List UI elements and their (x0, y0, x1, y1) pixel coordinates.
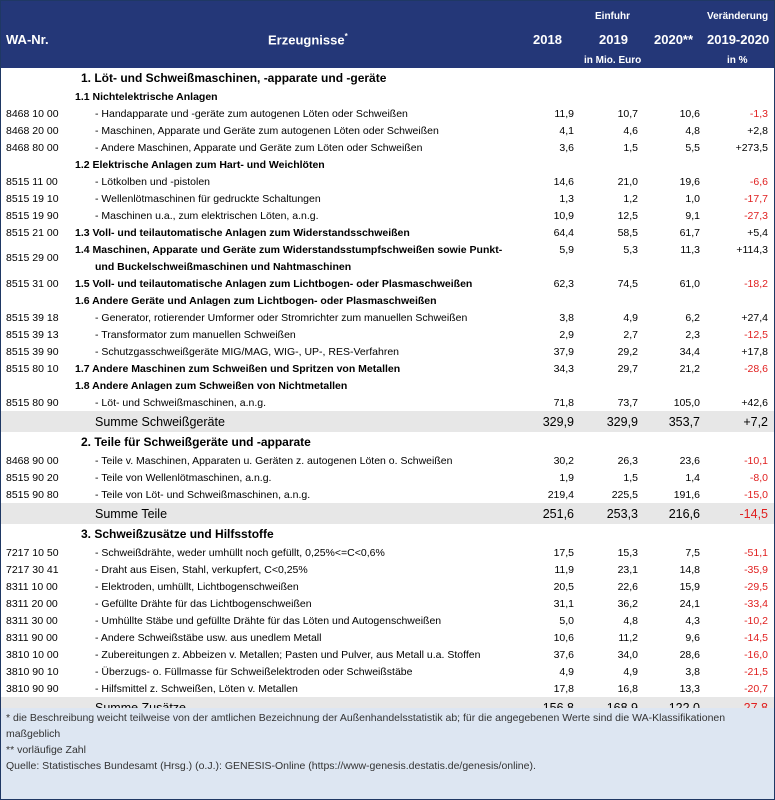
value-2019: 23,1 (617, 563, 638, 576)
value-2018: 30,2 (553, 454, 574, 467)
section-title: 2. Teile für Schweißgeräte und -apparate (81, 435, 311, 449)
value-change: +273,5 (735, 141, 768, 154)
product-description: - Teile von Wellenlötmaschinen, a.n.g. (95, 471, 272, 484)
value-2020: 7,5 (685, 546, 700, 559)
product-description: - Überzugs- o. Füllmasse für Schweißelektroden oder Schweißstäbe (95, 665, 413, 678)
wa-number: 8515 19 90 (6, 209, 59, 222)
value-2019: 1,5 (623, 141, 638, 154)
subtotal-row (1, 411, 774, 432)
wa-number: 8311 30 00 (6, 614, 58, 627)
value-change: +27,4 (741, 311, 768, 324)
value-2019: 12,5 (617, 209, 638, 222)
table-row (1, 595, 774, 612)
wa-number: 8515 29 00 (6, 252, 59, 264)
product-description: - Hilfsmittel z. Schweißen, Löten v. Metallen (95, 682, 298, 695)
value-2018: 3,6 (559, 141, 574, 154)
value-2018: 5,0 (559, 614, 574, 627)
value-2020: 9,1 (685, 209, 700, 222)
product-description: - Generator, rotierender Umformer oder Stromrichter zum manuellen Schweißen (95, 311, 468, 324)
subsection-title: 1.6 Andere Geräte und Anlagen zum Lichtbogen- oder Plasmaschweißen (75, 294, 437, 307)
value-change: +5,4 (747, 226, 768, 239)
product-description: 1.3 Voll- und teilautomatische Anlagen zum Widerstandsschweißen (75, 226, 410, 239)
value-2019: 1,5 (623, 471, 638, 484)
product-description: - Andere Maschinen, Apparate und Geräte zum Löten oder Schweißen (95, 141, 423, 154)
table-row (1, 486, 774, 503)
value-change: +17,8 (741, 345, 768, 358)
value-2020: 191,6 (673, 488, 700, 501)
col-2020: 2020** (654, 32, 694, 47)
table-row (1, 105, 774, 122)
wa-number: 8311 90 00 (6, 631, 58, 644)
col-2018: 2018 (533, 32, 562, 47)
product-description: - Lötkolben und -pistolen (95, 175, 210, 188)
table-row (1, 207, 774, 224)
wa-number: 8515 31 00 (6, 277, 59, 290)
value-change: +7,2 (743, 414, 768, 429)
table-row (1, 394, 774, 411)
table-row (1, 360, 774, 377)
section-heading (1, 524, 774, 544)
value-2019: 11,2 (618, 631, 638, 644)
wa-number: 8515 21 00 (6, 226, 59, 239)
value-2018: 4,9 (559, 665, 574, 678)
value-2020: 14,8 (679, 563, 700, 576)
value-change: -27,3 (744, 209, 768, 222)
product-description: - Maschinen, Apparate und Geräte zum autogenen Löten oder Schweißen (95, 124, 439, 137)
value-2020: 2,3 (685, 328, 700, 341)
value-2018: 14,6 (553, 175, 574, 188)
value-2020: 34,4 (679, 345, 700, 358)
col-wa-nr: WA-Nr. (6, 32, 49, 47)
table-row (1, 469, 774, 486)
value-2019: 29,2 (617, 345, 638, 358)
value-2020: 3,8 (685, 665, 700, 678)
col-einfuhr: Einfuhr (595, 11, 630, 22)
value-2020: 15,9 (679, 580, 700, 593)
table-row (1, 612, 774, 629)
col-unit: in Mio. Euro (584, 55, 642, 66)
value-change: -28,6 (744, 362, 768, 375)
value-change: -14,5 (739, 506, 768, 521)
table-row (1, 224, 774, 241)
wa-number: 8468 10 00 (6, 107, 59, 120)
section-heading (1, 68, 774, 88)
table-footnotes (1, 708, 774, 799)
value-change: -16,0 (744, 648, 768, 661)
footnote-1: * die Beschreibung weicht teilweise von der amtlichen Bezeichnung der Außenhandelsstatistik ab; für die angegebenen Werte sind die WA-Klassifikationen (6, 712, 726, 724)
subsection-title: 1.1 Nichtelektrische Anlagen (75, 90, 218, 103)
wa-number: 8468 80 00 (6, 141, 59, 154)
product-description: - Umhüllte Stäbe und gefüllte Drähte für das Löten und Autogenschweißen (95, 614, 442, 627)
table-row (1, 173, 774, 190)
subsection-title: 1.2 Elektrische Anlagen zum Hart- und Weichlöten (75, 158, 325, 171)
value-2019: 2,7 (623, 328, 638, 341)
wa-number: 3810 10 00 (6, 648, 59, 661)
value-2018: 2,9 (559, 328, 574, 341)
value-change: -33,4 (744, 597, 768, 610)
product-description: - Transformator zum manuellen Schweißen (95, 328, 296, 341)
wa-number: 8515 39 18 (6, 311, 59, 324)
table-row (1, 241, 774, 275)
wa-number: 8515 90 20 (6, 471, 59, 484)
product-description: - Teile v. Maschinen, Apparaten u. Geräten z. autogenen Löten o. Schweißen (95, 454, 453, 467)
value-change: -17,7 (744, 192, 768, 205)
table-row (1, 309, 774, 326)
value-change: -10,2 (744, 614, 768, 627)
product-description: 1.7 Andere Maschinen zum Schweißen und Spritzen von Metallen (75, 362, 401, 375)
table-row (1, 326, 774, 343)
product-description: - Teile von Löt- und Schweißmaschinen, a.n.g. (95, 488, 311, 501)
product-description: - Zubereitungen z. Abbeizen v. Metallen; Pasten und Pulver, aus Metall u.a. Stoffen (95, 648, 481, 661)
wa-number: 8515 39 13 (6, 328, 59, 341)
value-2019: 74,5 (617, 277, 638, 290)
value-2018: 4,1 (559, 124, 574, 137)
value-2019: 4,9 (623, 311, 638, 324)
value-2020: 24,1 (679, 597, 700, 610)
value-2018: 1,9 (559, 471, 574, 484)
footnote-2: ** vorläufige Zahl (6, 744, 86, 756)
table-row (1, 680, 774, 697)
subsection-heading (1, 88, 774, 105)
wa-number: 8515 11 00 (6, 175, 58, 188)
footnote-1-cont: maßgeblich (6, 728, 61, 740)
value-change: -1,3 (749, 107, 768, 120)
value-2020: 216,6 (668, 506, 700, 521)
subsection-heading (1, 156, 774, 173)
value-change: -8,0 (749, 471, 768, 484)
product-description: 1.5 Voll- und teilautomatische Anlagen zum Lichtbogen- oder Plasmaschweißen (75, 277, 473, 290)
product-description: - Löt- und Schweißmaschinen, a.n.g. (95, 396, 267, 409)
table-row (1, 190, 774, 207)
section-heading (1, 432, 774, 452)
value-2019: 29,7 (617, 362, 638, 375)
section-title: 3. Schweißzusätze und Hilfsstoffe (81, 527, 274, 541)
value-2019: 26,3 (617, 454, 638, 467)
value-2018: 10,9 (553, 209, 574, 222)
value-2018: 37,9 (553, 345, 574, 358)
wa-number: 3810 90 90 (6, 682, 59, 695)
subsection-title: 1.8 Andere Anlagen zum Schweißen von Nichtmetallen (75, 379, 348, 392)
value-2019: 4,9 (623, 665, 638, 678)
value-2020: 1,0 (685, 192, 700, 205)
table-row (1, 578, 774, 595)
wa-number: 8515 90 80 (6, 488, 59, 501)
product-description: - Handapparate und -geräte zum autogenen Löten oder Schweißen (95, 107, 408, 120)
value-2019: 4,6 (623, 124, 638, 137)
value-2018: 64,4 (553, 226, 574, 239)
product-description: - Maschinen u.a., zum elektrischen Löten, a.n.g. (95, 209, 319, 222)
value-2019: 21,0 (617, 175, 638, 188)
product-description: - Draht aus Eisen, Stahl, verkupfert, C<0,25% (95, 563, 308, 576)
value-2018: 20,5 (553, 580, 574, 593)
value-change: -18,2 (744, 277, 768, 290)
value-2019: 225,5 (611, 488, 638, 501)
wa-number: 7217 30 41 (6, 563, 59, 576)
value-2018: 3,8 (559, 311, 574, 324)
product-description: 1.4 Maschinen, Apparate und Geräte zum Widerstandsstumpfschweißen sowie Punkt- (75, 244, 503, 256)
value-2019: 329,9 (606, 414, 638, 429)
wa-number: 3810 90 10 (6, 665, 59, 678)
value-change: -15,0 (744, 488, 768, 501)
product-description: - Andere Schweißstäbe usw. aus unedlem Metall (95, 631, 322, 644)
value-2018: 17,5 (553, 546, 574, 559)
value-2020: 19,6 (679, 175, 700, 188)
wa-number: 8515 80 90 (6, 396, 59, 409)
value-2020: 61,0 (679, 277, 700, 290)
value-2019: 4,8 (623, 614, 638, 627)
product-description: - Schweißdrähte, weder umhüllt noch gefüllt, 0,25%<=C<0,6% (95, 546, 385, 559)
wa-number: 8515 80 10 (6, 362, 59, 375)
value-2018: 31,1 (553, 597, 574, 610)
value-2019: 36,2 (617, 597, 638, 610)
wa-number: 8468 20 00 (6, 124, 59, 137)
wa-number: 8515 39 90 (6, 345, 59, 358)
value-2018: 1,3 (559, 192, 574, 205)
value-2019: 253,3 (606, 506, 638, 521)
value-2018: 17,8 (553, 682, 574, 695)
subtotal-label: Summe Schweißgeräte (95, 414, 225, 429)
value-2019: 22,6 (617, 580, 638, 593)
value-2020: 105,0 (673, 396, 700, 409)
value-2019: 5,3 (623, 244, 638, 256)
value-change: -6,6 (749, 175, 768, 188)
table-row (1, 343, 774, 360)
value-2020: 23,6 (679, 454, 700, 467)
subtotal-row (1, 503, 774, 524)
section-title: 1. Löt- und Schweißmaschinen, -apparate und -geräte (81, 71, 387, 85)
value-2020: 28,6 (679, 648, 700, 661)
wa-number: 8468 90 00 (6, 454, 59, 467)
value-2018: 10,6 (553, 631, 574, 644)
value-2018: 11,9 (554, 563, 574, 576)
value-change: -10,1 (744, 454, 768, 467)
value-2020: 13,3 (679, 682, 700, 695)
value-2018: 34,3 (553, 362, 574, 375)
wa-number: 8311 10 00 (6, 580, 58, 593)
col-erzeugnisse: Erzeugnisse* (268, 32, 348, 48)
value-2020: 21,2 (679, 362, 700, 375)
value-change: -29,5 (744, 580, 768, 593)
col-percent: in % (727, 55, 748, 66)
source-note: Quelle: Statistisches Bundesamt (Hrsg.) (o.J.): GENESIS-Online (https://www-genesis.destatis.de/genesis/online). (6, 760, 536, 772)
wa-number: 8311 20 00 (6, 597, 58, 610)
table-row (1, 122, 774, 139)
value-2019: 73,7 (617, 396, 638, 409)
value-2018: 62,3 (553, 277, 574, 290)
col-change: 2019-2020 (707, 32, 770, 47)
value-change: +114,3 (736, 244, 768, 256)
value-2020: 10,6 (679, 107, 700, 120)
value-2019: 10,7 (617, 107, 638, 120)
value-2020: 61,7 (679, 226, 700, 239)
table-row (1, 452, 774, 469)
col-2019: 2019 (599, 32, 628, 47)
value-change: -51,1 (744, 546, 768, 559)
wa-number: 7217 10 50 (6, 546, 59, 559)
value-2020: 11,3 (680, 244, 700, 256)
value-2018: 71,8 (553, 396, 574, 409)
value-change: +2,8 (747, 124, 768, 137)
value-change: -14,5 (744, 631, 768, 644)
table-row (1, 663, 774, 680)
value-2020: 1,4 (685, 471, 700, 484)
value-2020: 6,2 (685, 311, 700, 324)
value-change: -12,5 (744, 328, 768, 341)
table-row (1, 139, 774, 156)
value-change: +42,6 (741, 396, 768, 409)
value-2018: 329,9 (542, 414, 574, 429)
value-2018: 11,9 (554, 107, 574, 120)
value-2018: 37,6 (553, 648, 574, 661)
value-change: -20,7 (744, 682, 768, 695)
table-row (1, 629, 774, 646)
table-row (1, 544, 774, 561)
product-description: - Gefüllte Drähte für das Lichtbogenschweißen (95, 597, 312, 610)
value-2020: 9,6 (685, 631, 700, 644)
value-2018: 219,4 (547, 488, 574, 501)
value-2019: 15,3 (617, 546, 638, 559)
subsection-heading (1, 292, 774, 309)
product-description: - Wellenlötmaschinen für gedruckte Schaltungen (95, 192, 321, 205)
value-2019: 58,5 (617, 226, 638, 239)
value-2020: 4,3 (685, 614, 700, 627)
value-change: -35,9 (744, 563, 768, 576)
value-2018: 251,6 (542, 506, 574, 521)
value-2019: 16,8 (617, 682, 638, 695)
subsection-heading (1, 377, 774, 394)
table-row (1, 275, 774, 292)
value-2019: 34,0 (617, 648, 638, 661)
table-header (1, 1, 774, 68)
subtotal-label: Summe Teile (95, 506, 168, 521)
table-body (1, 68, 774, 741)
product-description: - Schutzgasschweißgeräte MIG/MAG, WIG-, UP-, RES-Verfahren (95, 345, 400, 358)
table-row (1, 561, 774, 578)
col-veraenderung: Veränderung (707, 11, 769, 22)
value-2020: 4,8 (685, 124, 700, 137)
value-change: -21,5 (744, 665, 768, 678)
value-2018: 5,9 (559, 244, 574, 256)
value-2020: 5,5 (685, 141, 700, 154)
table-row (1, 646, 774, 663)
value-2020: 353,7 (668, 414, 700, 429)
product-description: - Elektroden, umhüllt, Lichtbogenschweißen (95, 580, 299, 593)
wa-number: 8515 19 10 (6, 192, 59, 205)
product-description-cont: und Buckelschweißmaschinen und Nahtmaschinen (95, 261, 352, 273)
value-2019: 1,2 (623, 192, 638, 205)
